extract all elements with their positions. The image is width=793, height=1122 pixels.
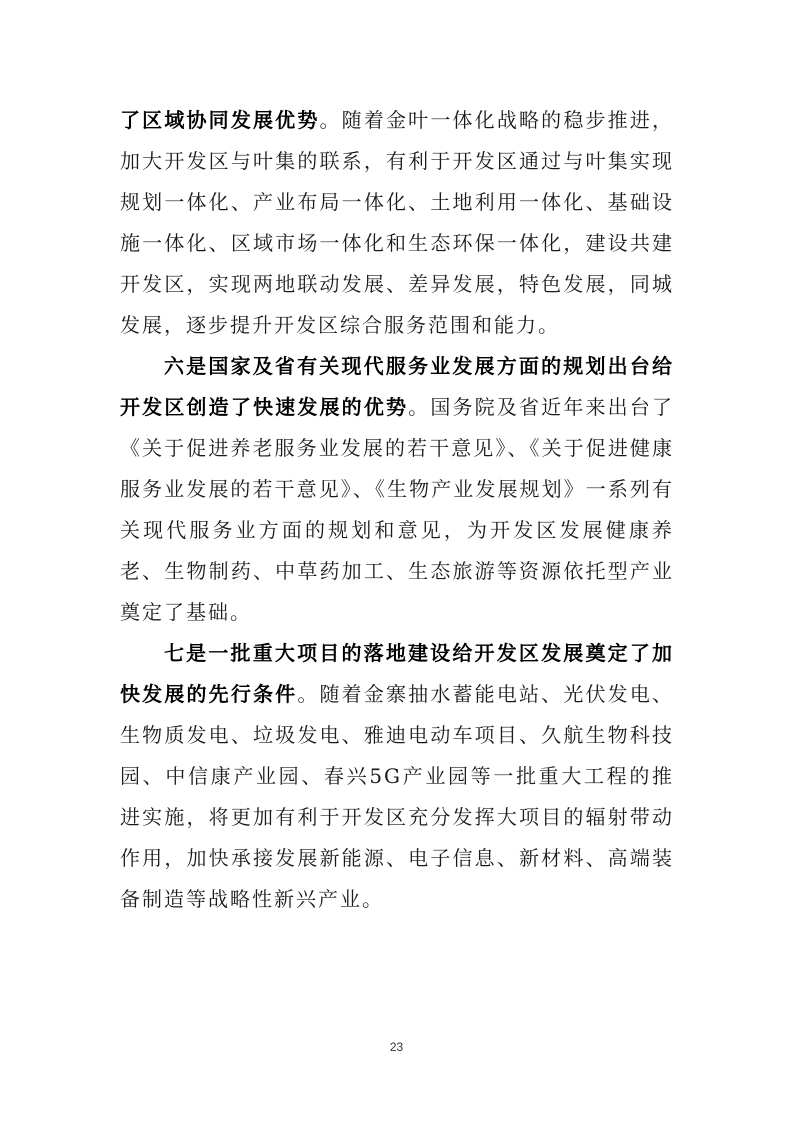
paragraph-text: 。随着金寨抽水蓄能电站、光伏发电、生物质发电、垃圾发电、雅迪电动车项目、久航生物科技园、中信康产业园、春兴5G产业园等一批重大工程的推进实施，将更加有利于开发区充分发挥大项目的辐射带动作用，加快承接发展新能源、电子信息、新材料、高端装备制造等战略性新兴产业。 (120, 682, 675, 911)
paragraph-lead: 了区域协同发展优势 (120, 108, 320, 132)
paragraph-lead: 六是国家及省有关现代服务业发展方面的规划出台给开发区创造了快速发展的优势 (120, 354, 674, 419)
page-number: 23 (389, 1040, 404, 1054)
paragraph-service-policy (120, 346, 674, 633)
body-text (120, 100, 674, 920)
paragraph-text: 。随着金叶一体化战略的稳步推进，加大开发区与叶集的联系，有利于开发区通过与叶集实现规划一体化、产业布局一体化、土地利用一体化、基础设施一体化、区域市场一体化和生态环保一体化，建设共建开发区，实现两地联动发展、差异发展，特色发展，同城发展，逐步提升开发区综合服务范围和能力。 (120, 108, 674, 337)
paragraph-regional-coordination (120, 100, 674, 346)
paragraph-text: 。国务院及省近年来出台了《关于促进养老服务业发展的若干意见》、《关于促进健康服务业发展的若干意见》、《生物产业发展规划》一系列有关现代服务业方面的规划和意见，为开发区发展健康养老、生物制药、中草药加工、生态旅游等资源依托型产业奠定了基础。 (120, 395, 675, 624)
paragraph-lead: 七是一批重大项目的落地建设给开发区发展奠定了加快发展的先行条件 (120, 641, 674, 706)
paragraph-major-projects (120, 633, 674, 920)
